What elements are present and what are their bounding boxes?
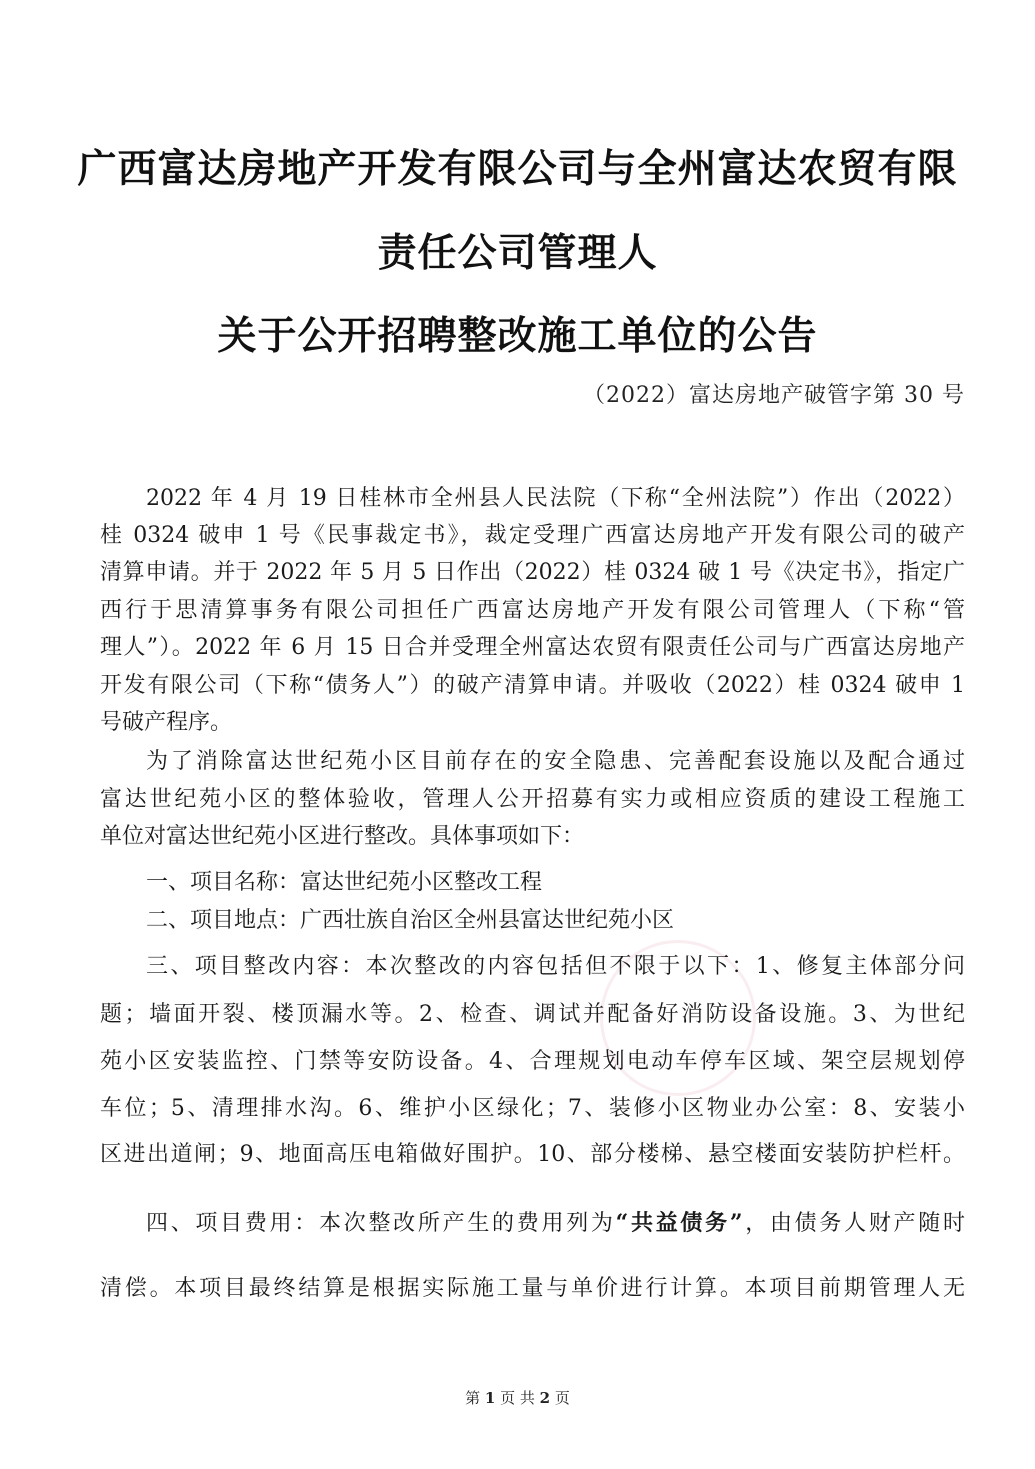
page-footer — [0, 1387, 1035, 1408]
footer-prefix: 第 — [465, 1389, 481, 1407]
item4-line: 清偿。本项目最终结算是根据实际施工量与单价进行计算。本项目前期管理人无 — [100, 1276, 965, 1301]
p2-line: 富达世纪苑小区的整体验收，管理人公开招募有实力或相应资质的建设工程施工 — [100, 787, 965, 812]
item3-line: 区进出道闸；9、地面高压电箱做好围护。10、部分楼梯、悬空楼面安装防护栏杆。 — [100, 1142, 965, 1167]
item4-suffix: ，由债务人财产随时 — [742, 1211, 965, 1236]
title-line-2: 责任公司管理人 — [377, 231, 658, 276]
item3-line: 三、项目整改内容：本次整改的内容包括但不限于以下：1、修复主体部分问 — [146, 954, 965, 979]
document-number: （2022）富达房地产破管字第 30 号 — [583, 383, 965, 408]
footer-page-total: 2 — [539, 1389, 551, 1407]
footer-page-number: 1 — [484, 1389, 496, 1407]
title-line-1: 广西富达房地产开发有限公司与全州富达农贸有限 — [77, 147, 958, 192]
item4-prefix: 四、项目费用：本次整改所产生的费用列为 — [146, 1211, 616, 1236]
p1-line: 2022 年 4 月 19 日桂林市全州县人民法院（下称“全州法院”）作出（2022） — [146, 486, 965, 511]
footer-mid: 页 共 — [500, 1389, 535, 1407]
footer-suffix: 页 — [554, 1389, 570, 1407]
title-line-3: 关于公开招聘整改施工单位的公告 — [217, 314, 818, 359]
item4-emphasis: “共益债务” — [615, 1210, 743, 1236]
p1-line: 桂 0324 破申 1 号《民事裁定书》，裁定受理广西富达房地产开发有限公司的破产 — [100, 523, 965, 548]
p1-line: 开发有限公司（下称“债务人”）的破产清算申请。并吸收（2022）桂 0324 破申 1 — [100, 673, 965, 698]
p1-line: 西行于思清算事务有限公司担任广西富达房地产开发有限公司管理人（下称“管 — [100, 598, 965, 623]
p2-line: 为了消除富达世纪苑小区目前存在的安全隐患、完善配套设施以及配合通过 — [146, 749, 965, 774]
item4-line — [100, 1208, 965, 1238]
item-project-location: 二、项目地点：广西壮族自治区全州县富达世纪苑小区 — [146, 908, 675, 933]
item3-line: 苑小区安装监控、门禁等安防设备。4、合理规划电动车停车区域、架空层规划停 — [100, 1049, 965, 1074]
p1-line: 号破产程序。 — [100, 710, 233, 735]
p2-line: 单位对富达世纪苑小区进行整改。具体事项如下： — [100, 824, 585, 849]
item3-line: 题；墙面开裂、楼顶漏水等。2、检查、调试并配备好消防设备设施。3、为世纪 — [100, 1002, 965, 1027]
p1-line: 清算申请。并于 2022 年 5 月 5 日作出（2022）桂 0324 破 1 号《决定书》，指定广 — [100, 560, 965, 585]
item-project-name: 一、项目名称：富达世纪苑小区整改工程 — [146, 870, 543, 895]
p1-line: 理人”）。2022 年 6 月 15 日合并受理全州富达农贸有限责任公司与广西富达房地产 — [100, 635, 965, 660]
item3-line: 车位；5、清理排水沟。6、维护小区绿化；7、装修小区物业办公室：8、安装小 — [100, 1096, 965, 1121]
